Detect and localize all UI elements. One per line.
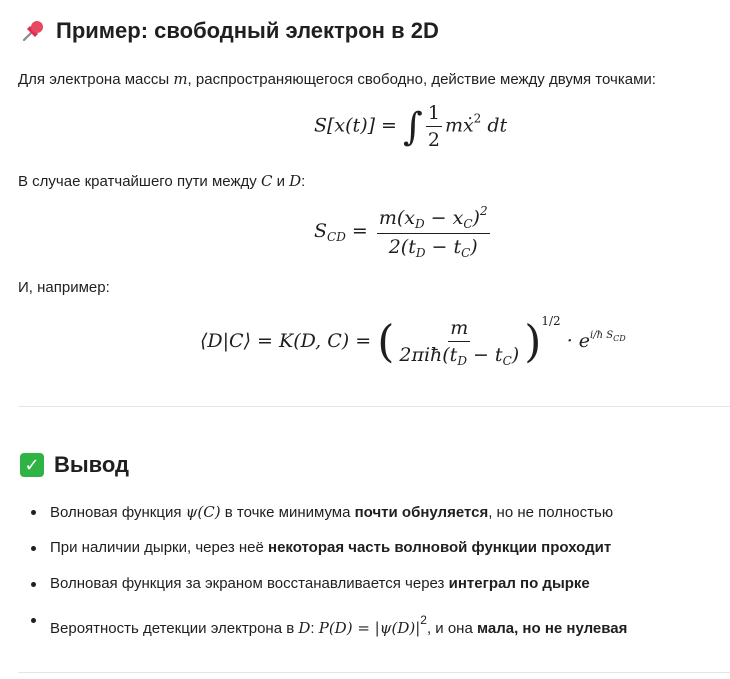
section-heading-conclusion [20,452,129,478]
divider [18,672,730,673]
section-title: Вывод [54,452,130,477]
section-heading-example [20,18,439,44]
equation-action: S[x(t)] = ∫ $\frac{1}{2}$ mẋ$^2$ dt [314,102,508,151]
list-item: Волновая функция ψ(C) в точке минимума почти обнуляется, но не полностью [18,498,730,534]
list-item: Вероятность детекции электрона в D: $P(D) = |\psi(D)|^2$, и она мала, но не нулевая [18,606,730,642]
divider [18,406,730,407]
intro-text: Для электрона массы m, распространяющегося свободно, действие между двумя точками: [18,70,656,88]
list-item: Волновая функция за экраном восстанавливается через интеграл по дырке [18,570,730,606]
list-item: При наличии дырки, через неё некоторая часть волновой функции проходит [18,534,730,570]
equation-propagator: ⟨D|C⟩ = K(D, C) = ( $\frac{m}{2\pi iħ(t_D - t_C)}$ )$^{1/2} \cdot e^{i/ħ SCD}$ [200,314,626,368]
pushpin-icon [20,18,46,44]
section-title: Пример: свободный электрон в 2D [56,18,439,43]
shortest-path-text: В случае кратчайшего пути между C и D: [18,172,306,190]
example-text: И, например: [18,279,110,296]
equation-scd: $S_{CD}$ = $\frac{m(x_D - x_C)^2}{2(t_D - t_C)}$ [314,204,488,260]
check-mark-icon: ✓ [20,453,44,477]
conclusion-list [18,498,730,642]
